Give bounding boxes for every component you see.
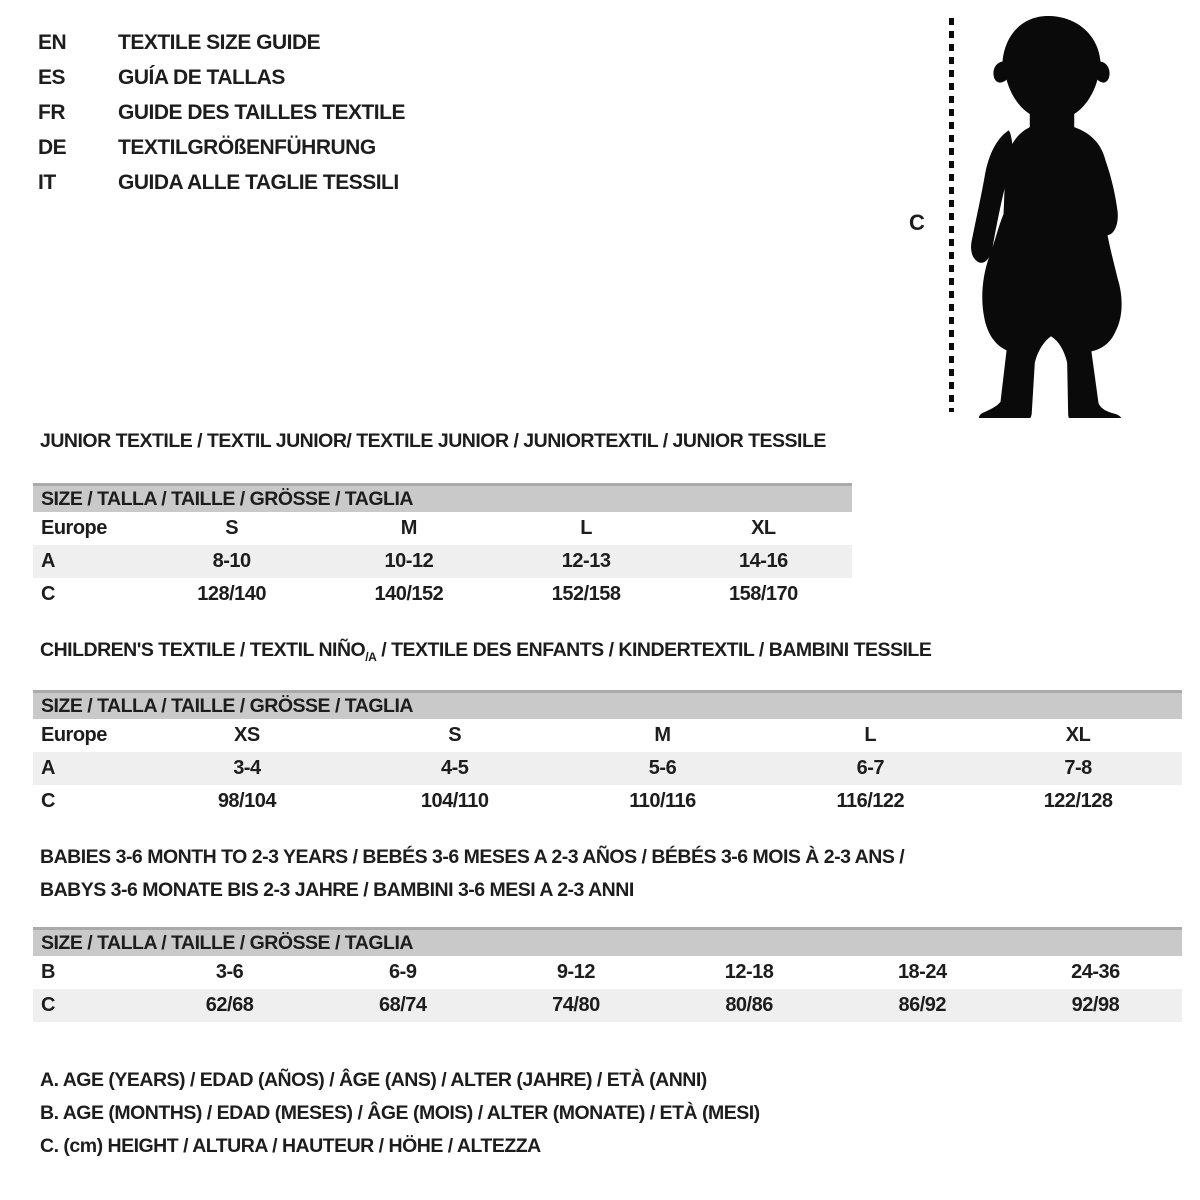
cell: 24-36 — [1071, 961, 1120, 983]
row-label: B — [41, 961, 55, 983]
cell: 116/122 — [836, 790, 905, 812]
row-label: A — [41, 757, 55, 779]
row-label: A — [41, 550, 55, 572]
cell: 110/116 — [629, 790, 696, 812]
cell: 68/74 — [378, 994, 427, 1016]
children-section-title — [40, 639, 931, 664]
cell: 12-13 — [561, 550, 611, 572]
children-title-sub: /A — [365, 649, 377, 664]
babies-title-line1: BABIES 3-6 MONTH TO 2-3 YEARS / BEBÉS 3-6 MESES A 2-3 AÑOS / BÉBÉS 3-6 MOIS À 2-3 ANS / — [40, 846, 905, 868]
lang-row-it — [38, 165, 405, 200]
cell: 80/86 — [725, 994, 773, 1016]
lang-row-en — [38, 25, 405, 60]
height-measure-label: C — [909, 210, 925, 235]
table-row — [33, 578, 852, 611]
table-row — [33, 785, 1182, 818]
cell: 10-12 — [384, 550, 434, 572]
cell: 62/68 — [205, 994, 254, 1016]
cell: XL — [1065, 724, 1091, 746]
cell: 74/80 — [552, 994, 600, 1016]
children-title-prefix: CHILDREN'S TEXTILE / TEXTIL NIÑO — [40, 639, 366, 661]
table-row — [33, 989, 1182, 1022]
cell: 98/104 — [217, 790, 276, 812]
cell: 8-10 — [212, 550, 251, 572]
size-header-bar: SIZE / TALLA / TAILLE / GRÖSSE / TAGLIA — [33, 927, 1182, 956]
cell: L — [864, 724, 877, 746]
table-row — [33, 719, 1182, 752]
cell: L — [580, 517, 592, 539]
babies-title-line2: BABYS 3-6 MONATE BIS 2-3 JAHRE / BAMBINI 3-6 MESI A 2-3 ANNI — [40, 879, 634, 901]
row-label: Europe — [41, 724, 107, 746]
cell: 152/158 — [551, 583, 621, 605]
lang-code: ES — [38, 65, 66, 89]
cell: 4-5 — [440, 757, 469, 779]
cell: 158/170 — [728, 583, 798, 605]
size-header-bar: SIZE / TALLA / TAILLE / GRÖSSE / TAGLIA — [33, 483, 852, 512]
cell: 12-18 — [724, 961, 774, 983]
cell: 14-16 — [739, 550, 788, 572]
cell: S — [448, 724, 462, 746]
lang-row-fr — [38, 95, 405, 130]
lang-row-de — [38, 130, 405, 165]
children-title-suffix: / TEXTILE DES ENFANTS / KINDERTEXTIL / BAMBINI TESSILE — [376, 639, 932, 661]
lang-label: GUIDA ALLE TAGLIE TESSILI — [118, 170, 399, 194]
legend-line-b: B. AGE (MONTHS) / EDAD (MESES) / ÂGE (MOIS) / ALTER (MONATE) / ETÀ (MESI) — [40, 1102, 760, 1124]
cell: 18-24 — [897, 961, 947, 983]
cell: 92/98 — [1071, 994, 1120, 1016]
cell: 6-9 — [389, 961, 417, 983]
size-table-babies — [33, 927, 1182, 1022]
table-row — [33, 956, 1182, 989]
lang-label: TEXTILGRÖßENFÜHRUNG — [118, 135, 376, 159]
lang-code: EN — [38, 30, 67, 54]
cell: M — [400, 517, 417, 539]
cell: 7-8 — [1064, 757, 1092, 779]
cell: 5-6 — [648, 757, 677, 779]
cell: 104/110 — [420, 790, 489, 812]
lang-label: TEXTILE SIZE GUIDE — [118, 30, 321, 54]
measure-legend — [40, 1064, 760, 1163]
cell: 3-6 — [215, 961, 244, 983]
height-figure — [905, 14, 1145, 418]
cell: 140/152 — [374, 583, 444, 605]
row-label: C — [41, 994, 55, 1016]
lang-label: GUIDE DES TAILLES TEXTILE — [118, 100, 405, 124]
cell: 86/92 — [898, 994, 947, 1016]
cell: XS — [234, 724, 260, 746]
height-measure-line — [949, 18, 954, 412]
row-label: C — [41, 790, 55, 812]
table-row — [33, 752, 1182, 785]
babies-section-title — [40, 841, 904, 907]
cell: 3-4 — [233, 757, 261, 779]
legend-line-c: C. (cm) HEIGHT / ALTURA / HAUTEUR / HÖHE / ALTEZZA — [40, 1135, 541, 1157]
lang-code: DE — [38, 135, 67, 159]
size-table-children — [33, 690, 1182, 818]
cell: 128/140 — [197, 583, 267, 605]
cell: S — [225, 517, 239, 539]
toddler-silhouette-icon — [963, 14, 1140, 418]
cell: M — [654, 724, 671, 746]
cell: 122/128 — [1043, 790, 1113, 812]
size-header-bar: SIZE / TALLA / TAILLE / GRÖSSE / TAGLIA — [33, 690, 1182, 719]
cell: 9-12 — [556, 961, 595, 983]
lang-row-es — [38, 60, 405, 95]
lang-label: GUÍA DE TALLAS — [118, 65, 285, 89]
table-row — [33, 512, 852, 545]
cell: 6-7 — [856, 757, 884, 779]
row-label: C — [41, 583, 55, 605]
legend-line-a: A. AGE (YEARS) / EDAD (AÑOS) / ÂGE (ANS) / ALTER (JAHRE) / ETÀ (ANNI) — [40, 1069, 707, 1091]
lang-code: FR — [38, 100, 65, 124]
size-table-junior — [33, 483, 852, 611]
language-list — [38, 25, 405, 200]
lang-code: IT — [38, 170, 56, 194]
table-row — [33, 545, 852, 578]
junior-section-title: JUNIOR TEXTILE / TEXTIL JUNIOR/ TEXTILE JUNIOR / JUNIORTEXTIL / JUNIOR TESSILE — [40, 430, 826, 452]
row-label: Europe — [41, 517, 107, 539]
cell: XL — [751, 517, 776, 539]
